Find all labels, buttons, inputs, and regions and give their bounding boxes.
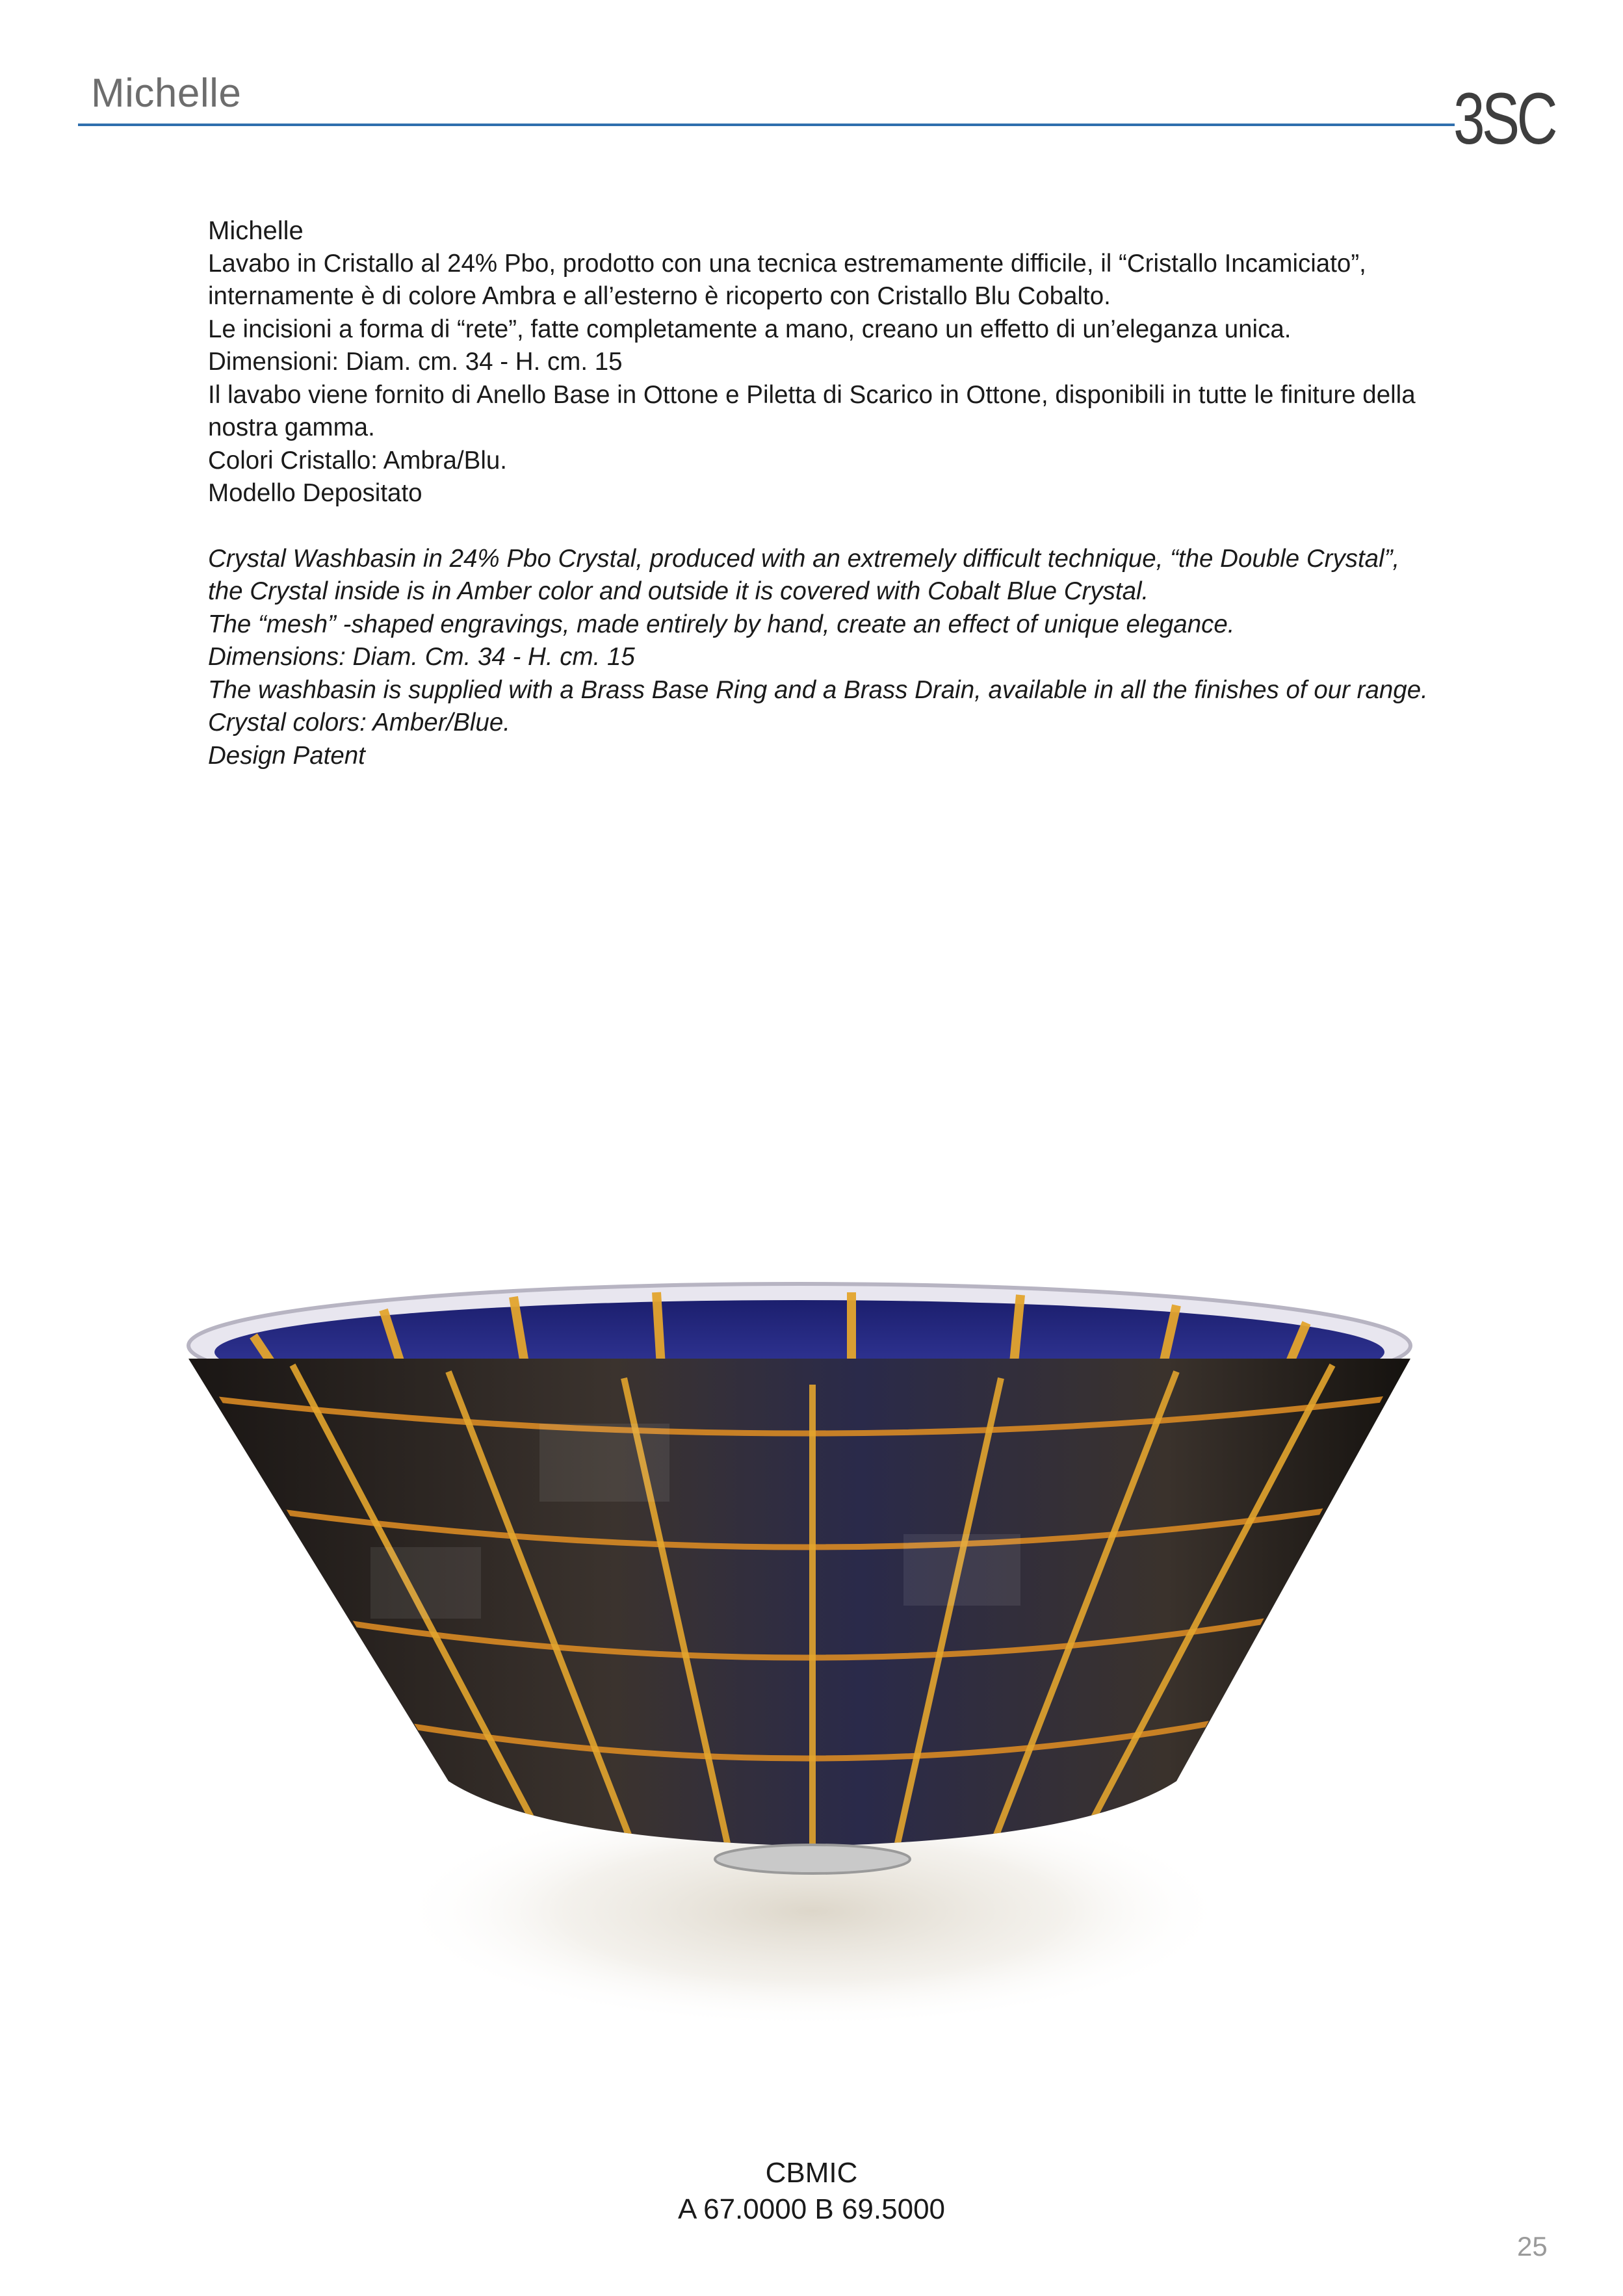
english-line: Crystal Washbasin in 24% Pbo Crystal, produced with an extremely difficult technique, “the Double Crystal”, [208, 544, 1400, 573]
english-line: The “mesh” -shaped engravings, made entirely by hand, create an effect of unique elegance. [208, 610, 1235, 638]
italian-line: Colori Cristallo: Ambra/Blu. [208, 446, 508, 475]
product-title: Michelle [208, 216, 304, 245]
header-divider [78, 124, 1455, 126]
italian-line: internamente è di colore Ambra e all’esterno è ricoperto con Cristallo Blu Cobalto. [208, 282, 1111, 310]
page-number: 25 [1517, 2231, 1548, 2262]
italian-line: Le incisioni a forma di “rete”, fatte completamente a mano, creano un effetto di un’eleganza unica. [208, 315, 1292, 343]
english-line: the Crystal inside is in Amber color and outside it is covered with Cobalt Blue Crystal. [208, 577, 1149, 605]
italian-line: Modello Depositato [208, 479, 422, 507]
english-line: Design Patent [208, 741, 365, 770]
english-description [208, 543, 1495, 773]
product-price: A 67.0000 B 69.5000 [677, 2193, 946, 2225]
italian-line: Il lavabo viene fornito di Anello Base in Ottone e Piletta di Scarico in Ottone, disponibili in tutte le finiture della [208, 380, 1416, 409]
english-line: Crystal colors: Amber/Blue. [208, 709, 510, 737]
english-line: Dimensions: Diam. Cm. 34 - H. cm. 15 [208, 643, 635, 671]
italian-description [208, 248, 1495, 510]
italian-line: Lavabo in Cristallo al 24% Pbo, prodotto con una tecnica estremamente difficile, il “Cristallo Incamiciato”, [208, 249, 1366, 278]
description-block [208, 215, 1495, 772]
english-line: The washbasin is supplied with a Brass Base Ring and a Brass Drain, available in all the finishes of our range. [208, 675, 1428, 704]
italian-line: Dimensioni: Diam. cm. 34 - H. cm. 15 [208, 348, 623, 376]
page-title: Michelle [91, 71, 242, 116]
brand-logo: 3SC [1453, 78, 1555, 159]
washbasin-photo [175, 1274, 1449, 2152]
product-code: CBMIC [765, 2157, 858, 2189]
italian-line: nostra gamma. [208, 413, 375, 441]
